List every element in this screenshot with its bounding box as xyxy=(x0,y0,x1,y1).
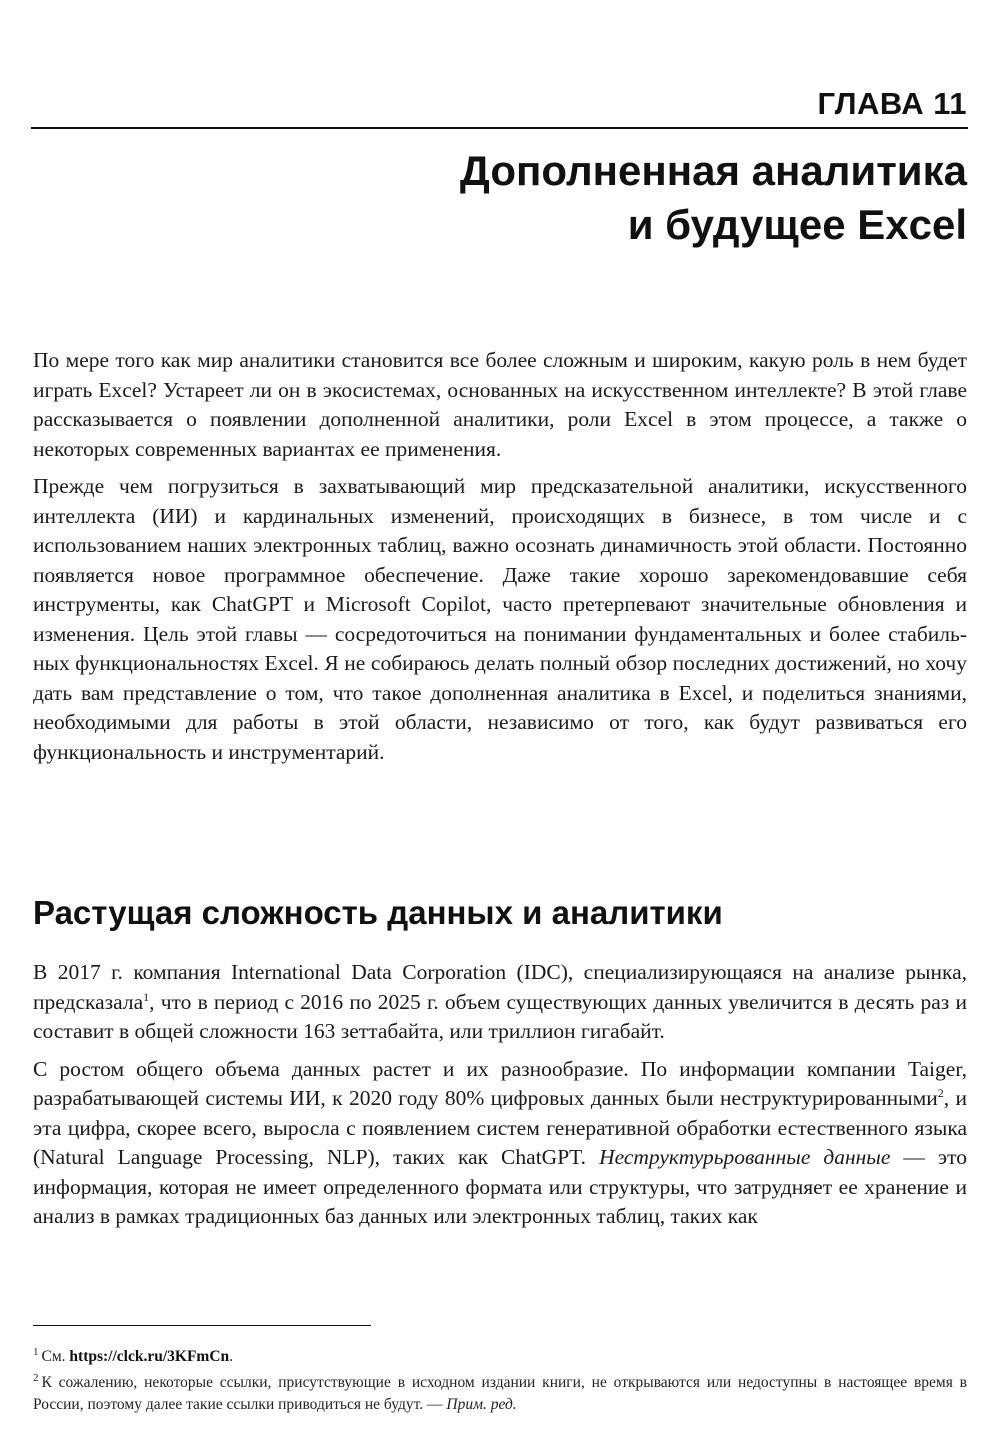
section-heading: Растущая сложность данных и аналитики xyxy=(33,894,723,931)
intro-paragraph-2: Прежде чем погрузиться в захватывающий мир предсказательной аналитики, искусственного интеллекта (ИИ) и кардинальных изменений, происходящих в бизнесе, в том числе и с использованием наших электронных таблиц, важно осознать динамичность этой области. Постоянно появляется новое программное обеспечение. Даже такие хорошо зарекомендовавшие себя инструменты, как ChatGPT и Microsoft Copilot, часто претерпевают значительные обновления и изменения. Цель этой главы — сосредоточиться на понимании фундаментальных и более стабильных функциональностях Excel. Я не собираюсь делать полный обзор последних достижений, но хочу дать вам представление о том, что такое дополненная аналитика в Excel, и поделиться знаниями, необходимыми для работы в этой области, независимо от того, как будут развиваться его функциональность и инструментарий. xyxy=(33,474,967,764)
footnote-2-text: К сожалению, некоторые ссылки, присутствующие в исходном издании книги, не открываются или недоступны в настоящее время в России, поэтому далее такие ссылки приводиться не будут. — xyxy=(33,1374,967,1413)
chapter-title-line-2: и будущее Excel xyxy=(627,201,967,248)
section-paragraph-1-part-a: В 2017 г. компания International Data Corporation (IDC), специализирующаяся на анализе рынка, предсказала xyxy=(33,960,967,1014)
section-paragraph-2-part-a: С ростом общего объема данных растет и их разнообразие. По информации компании Taiger, разрабатывающей системы ИИ, к 2020 году 80% цифровых данных были неструктурированными xyxy=(33,1056,967,1110)
intro-text xyxy=(33,346,967,775)
footnote-1-link[interactable]: https://clck.ru/3KFmCn xyxy=(69,1348,230,1365)
footnote-1-end: . xyxy=(229,1348,234,1365)
footnote-ref-1[interactable]: 1 xyxy=(143,989,150,1004)
section-paragraph-1-part-b: , что в период с 2016 по 2025 г. объем существующих данных увеличится в десять раз и составит в общей сложности 163 зеттабайта, или триллион гигабайт. xyxy=(33,989,967,1043)
term-unstructured-data: Неструктурьрованные данные xyxy=(599,1145,891,1169)
footnote-2-number: 2 xyxy=(33,1371,39,1384)
footnote-2-editor-note: Прим. ред. xyxy=(446,1396,517,1413)
chapter-rule xyxy=(31,127,968,129)
footnote-1-number: 1 xyxy=(33,1345,39,1358)
footnote-1 xyxy=(33,1346,967,1368)
chapter-label: ГЛАВА 11 xyxy=(817,86,967,121)
footnote-2 xyxy=(33,1372,967,1416)
section-paragraph-2-part-b: , и эта цифра, скорее всего, выросла с появлением систем генеративной обработки естественного языка (Natural Language Processing, NLP), таких как ChatGPT. xyxy=(33,1086,967,1169)
footnote-rule xyxy=(33,1325,371,1326)
section-text xyxy=(33,958,967,1240)
chapter-title xyxy=(460,144,967,252)
section-paragraph-2 xyxy=(33,1055,967,1232)
footnote-ref-2[interactable]: 2 xyxy=(937,1085,944,1100)
intro-paragraph-1: По мере того как мир аналитики становится все более сложным и широким, какую роль в нем будет играть Excel? Устареет ли он в экосистемах, основанных на искусственном интеллекте? В этой главе рассказывается о появлении дополненной аналитики, роли Excel в этом процессе, а также о некоторых современных вариантах ее применения. xyxy=(33,348,967,461)
footnote-1-text: См. xyxy=(41,1348,70,1365)
chapter-title-line-1: Дополненная аналитика xyxy=(459,147,967,194)
section-paragraph-2-part-c: — это информация, которая не имеет определенного формата или структуры, что затрудняет ее хранение и анализ в рамках традиционных баз данных или электронных таблиц, таких как xyxy=(33,1145,968,1228)
section-paragraph-1 xyxy=(33,958,967,1047)
footnotes xyxy=(33,1346,967,1420)
